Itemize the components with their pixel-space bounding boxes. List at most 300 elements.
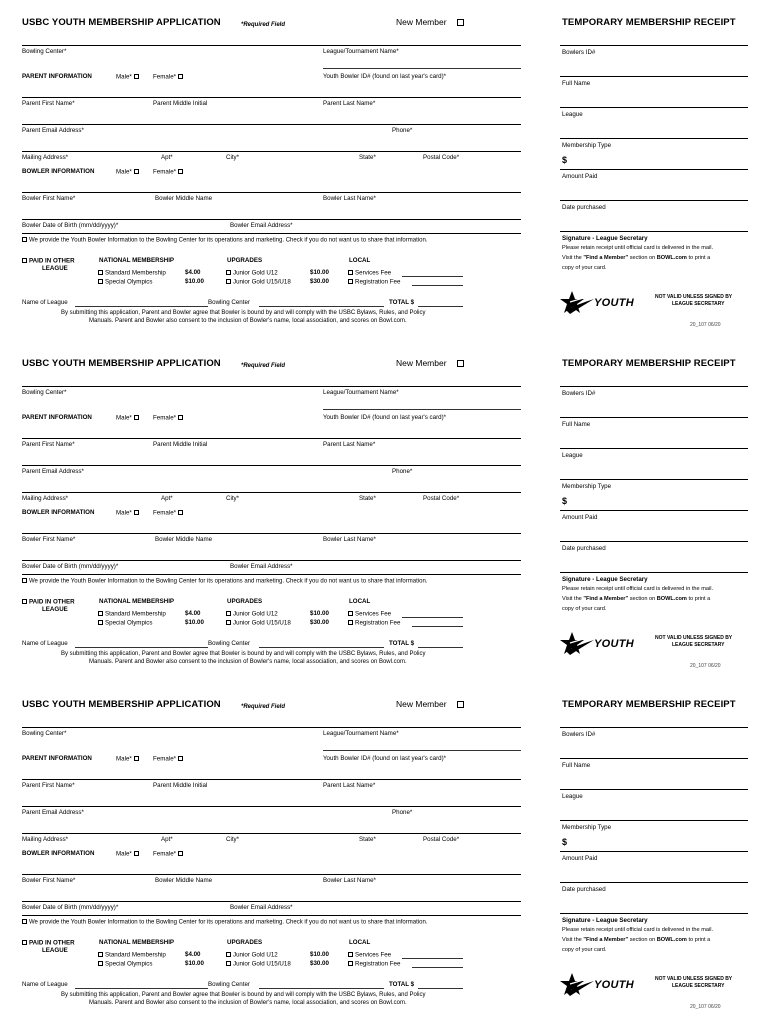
bowler-female-label[interactable]: Female* [153,851,185,858]
share-opt-out-checkbox[interactable] [22,578,27,583]
services-fee-input[interactable] [402,276,463,277]
not-valid-line2: LEAGUE SECRETARY [672,983,725,989]
national-membership-heading: NATIONAL MEMBERSHIP [99,598,175,605]
divider [22,233,521,234]
total-input[interactable] [418,306,463,307]
paid-in-other-league-line2: LEAGUE [42,947,68,954]
divider [22,915,521,916]
parent-middle-initial-label: Parent Middle Initial [153,441,208,448]
phone-label: Phone* [392,809,413,816]
bowler-male-label[interactable]: Male* [116,510,141,517]
female-checkbox[interactable] [178,169,183,174]
divider [22,779,521,780]
special-olympics-checkbox[interactable] [98,620,103,625]
bowler-information-heading: BOWLER INFORMATION [22,850,95,857]
receipt-signature-line[interactable] [560,231,748,232]
junior-gold-u15-option[interactable]: Junior Gold U15/U18 [224,961,291,968]
required-field-note: *Required Field [241,363,286,369]
agreement-text-line2: Manuals. Parent and Bowler also consent to the inclusion of Bowler's name, local association, and scores on Bowl.com. [89,318,407,324]
logo-youth-text: YOUTH [594,297,634,309]
registration-fee-input[interactable] [412,967,463,968]
standard-membership-price: $4.00 [185,951,201,958]
bowler-female-label[interactable]: Female* [153,510,185,517]
new-member-label: New Member [396,358,447,368]
name-of-league-input[interactable] [75,306,208,307]
registration-fee-input[interactable] [412,285,463,286]
divider [22,492,521,493]
receipt-full-name-line[interactable] [560,758,748,759]
male-checkbox[interactable] [134,851,139,856]
league-tournament-input[interactable] [323,409,521,410]
junior-gold-u15-price: $30.00 [310,619,329,626]
local-heading: LOCAL [349,598,371,605]
services-fee-input[interactable] [402,617,463,618]
receipt-amount-paid-label: Amount Paid [562,514,598,521]
receipt-date-purchased-label: Date purchased [562,545,606,552]
standard-membership-checkbox[interactable] [98,952,103,957]
parent-middle-initial-label: Parent Middle Initial [153,100,208,107]
divider [22,560,521,561]
new-member-label: New Member [396,17,447,27]
parent-male-label[interactable]: Male* [116,74,141,81]
services-fee-checkbox[interactable] [348,952,353,957]
junior-gold-u12-checkbox[interactable] [226,611,231,616]
junior-gold-u12-checkbox[interactable] [226,952,231,957]
divider [22,45,521,46]
male-checkbox[interactable] [134,510,139,515]
mailing-address-label: Mailing Address* [22,836,69,843]
bowler-middle-name-label: Bowler Middle Name [155,195,213,202]
mailing-address-label: Mailing Address* [22,154,69,161]
parent-email-label: Parent Email Address* [22,468,84,475]
junior-gold-u15-checkbox[interactable] [226,279,231,284]
bowler-male-label[interactable]: Male* [116,851,141,858]
receipt-amount-paid-label: Amount Paid [562,173,598,180]
local-heading: LOCAL [349,939,371,946]
parent-female-label[interactable]: Female* [153,415,185,422]
special-olympics-price: $10.00 [185,619,204,626]
total-label: TOTAL $ [389,299,415,306]
bowler-first-name-label: Bowler First Name* [22,877,76,884]
divider [22,219,521,220]
paid-in-other-league-line2: LEAGUE [42,606,68,613]
bowling-center-input[interactable] [259,647,384,648]
receipt-league-line[interactable] [560,107,748,108]
postal-code-label: Postal Code* [423,154,460,161]
paid-in-other-checkbox[interactable] [22,258,27,263]
paid-in-other-checkbox[interactable] [22,599,27,604]
youth-bowler-id-label: Youth Bowler ID# (found on last year's card)* [323,755,447,762]
services-fee-checkbox[interactable] [348,611,353,616]
name-of-league-label: Name of League [22,299,68,306]
female-checkbox[interactable] [178,851,183,856]
league-tournament-input[interactable] [323,750,521,751]
apt-label: Apt* [161,495,173,502]
junior-gold-u15-option[interactable]: Junior Gold U15/U18 [224,620,291,627]
services-fee-option[interactable]: Services Fee [346,270,391,277]
female-checkbox[interactable] [178,74,183,79]
bowler-dob-label: Bowler Date of Birth (mm/dd/yyyy)* [22,222,119,229]
registration-fee-option[interactable]: Registration Fee [346,620,400,627]
standard-membership-checkbox[interactable] [98,270,103,275]
special-olympics-price: $10.00 [185,960,204,967]
name-of-league-input[interactable] [75,647,208,648]
youth-bowler-id-label: Youth Bowler ID# (found on last year's card)* [323,414,447,421]
receipt-retain-line3: copy of your card. [562,947,607,953]
divider [22,192,521,193]
paid-in-other-checkbox[interactable] [22,940,27,945]
logo-youth-text: YOUTH [594,638,634,650]
special-olympics-checkbox[interactable] [98,961,103,966]
star-swoosh-icon [560,631,596,657]
paid-in-other-league-line2: LEAGUE [42,265,68,272]
bowler-dob-label: Bowler Date of Birth (mm/dd/yyyy)* [22,563,119,570]
share-opt-out-checkbox[interactable] [22,237,27,242]
parent-female-label[interactable]: Female* [153,74,185,81]
league-tournament-label: League/Tournament Name* [323,48,399,55]
registration-fee-checkbox[interactable] [348,961,353,966]
divider [22,806,521,807]
form-code: 20_107 06/20 [690,663,721,669]
application-title: USBC YOUTH MEMBERSHIP APPLICATION [22,358,221,369]
state-label: State* [359,154,376,161]
receipt-retain-line2: Visit the "Find a Member" section on BOWL.com to print a [562,255,711,261]
receipt-league-label: League [562,111,583,118]
receipt-full-name-line[interactable] [560,417,748,418]
postal-code-label: Postal Code* [423,495,460,502]
male-checkbox[interactable] [134,415,139,420]
registration-fee-option[interactable]: Registration Fee [346,961,400,968]
bowler-first-name-label: Bowler First Name* [22,195,76,202]
paid-in-other-league[interactable]: PAID IN OTHER [20,940,75,947]
junior-gold-u12-price: $10.00 [310,951,329,958]
receipt-retain-line1: Please retain receipt until official card is delivered in the mail. [562,586,714,592]
agreement-text-line1: By submitting this application, Parent and Bowler agree that Bowler is bound by and will comply with the USBC Bylaws, Rules, and Policy [61,992,426,998]
divider [22,901,521,902]
receipt-signature-label: Signature - League Secretary [562,917,648,924]
receipt-signature-label: Signature - League Secretary [562,235,648,242]
upgrades-heading: UPGRADES [227,598,263,605]
membership-form [0,682,770,1023]
female-checkbox[interactable] [178,510,183,515]
receipt-bowlers-id-label: Bowlers ID# [562,49,596,56]
receipt-title: TEMPORARY MEMBERSHIP RECEIPT [562,699,736,710]
not-valid-line1: NOT VALID UNLESS SIGNED BY [655,976,733,982]
junior-gold-u12-option[interactable]: Junior Gold U12 [224,270,278,277]
receipt-amount-paid-label: Amount Paid [562,855,598,862]
parent-last-name-label: Parent Last Name* [323,100,376,107]
league-tournament-label: League/Tournament Name* [323,389,399,396]
receipt-dollar-sign: $ [562,496,568,506]
receipt-membership-line[interactable] [560,138,748,139]
special-olympics-checkbox[interactable] [98,279,103,284]
new-member-checkbox[interactable] [457,701,464,708]
special-olympics-price: $10.00 [185,278,204,285]
total-input[interactable] [418,988,463,989]
receipt-dollar-sign: $ [562,155,568,165]
receipt-retain-line2: Visit the "Find a Member" section on BOWL.com to print a [562,596,711,602]
city-label: City* [226,836,240,843]
bowler-information-heading: BOWLER INFORMATION [22,509,95,516]
upgrades-heading: UPGRADES [227,939,263,946]
usbc-youth-logo [560,290,650,316]
receipt-bowlers-id-label: Bowlers ID# [562,390,596,397]
bowler-male-label[interactable]: Male* [116,169,141,176]
divider [560,45,748,46]
receipt-membership-line[interactable] [560,820,748,821]
bowler-email-label: Bowler Email Address* [230,222,293,229]
receipt-full-name-line[interactable] [560,76,748,77]
standard-membership-price: $4.00 [185,610,201,617]
phone-label: Phone* [392,468,413,475]
bowler-information-heading: BOWLER INFORMATION [22,168,95,175]
male-checkbox[interactable] [134,169,139,174]
junior-gold-u15-checkbox[interactable] [226,961,231,966]
junior-gold-u12-checkbox[interactable] [226,270,231,275]
divider [22,97,521,98]
name-of-league-label: Name of League [22,981,68,988]
phone-label: Phone* [392,127,413,134]
receipt-membership-type-label: Membership Type [562,483,612,490]
form-code: 20_107 06/20 [690,322,721,328]
receipt-retain-line1: Please retain receipt until official card is delivered in the mail. [562,245,714,251]
local-heading: LOCAL [349,257,371,264]
receipt-full-name-label: Full Name [562,421,591,428]
share-notice[interactable]: We provide the Youth Bowler Information to the Bowling Center for its operations and marketing. Check if you do not want us to share that information. [20,578,427,585]
receipt-date-purchased-label: Date purchased [562,886,606,893]
receipt-league-line[interactable] [560,789,748,790]
bowling-center-field-label: Bowling Center [208,299,250,306]
receipt-league-label: League [562,793,583,800]
name-of-league-input[interactable] [75,988,208,989]
receipt-signature-line[interactable] [560,572,748,573]
divider [22,533,521,534]
receipt-retain-line1: Please retain receipt until official card is delivered in the mail. [562,927,714,933]
receipt-date-line[interactable] [560,541,748,542]
receipt-signature-line[interactable] [560,913,748,914]
special-olympics-option[interactable]: Special Olympics [96,620,152,627]
divider [560,727,748,728]
membership-form [0,0,770,341]
receipt-membership-type-label: Membership Type [562,824,612,831]
divider [22,151,521,152]
registration-fee-checkbox[interactable] [348,279,353,284]
agreement-text-line2: Manuals. Parent and Bowler also consent to the inclusion of Bowler's name, local association, and scores on Bowl.com. [89,1000,407,1006]
bowler-last-name-label: Bowler Last Name* [323,536,376,543]
divider [22,833,521,834]
application-title: USBC YOUTH MEMBERSHIP APPLICATION [22,699,221,710]
parent-male-label[interactable]: Male* [116,415,141,422]
agreement-text-line2: Manuals. Parent and Bowler also consent to the inclusion of Bowler's name, local association, and scores on Bowl.com. [89,659,407,665]
bowling-center-label: Bowling Center* [22,730,67,737]
city-label: City* [226,154,240,161]
not-valid-line2: LEAGUE SECRETARY [672,642,725,648]
parent-male-label[interactable]: Male* [116,756,141,763]
bowler-last-name-label: Bowler Last Name* [323,877,376,884]
parent-information-heading: PARENT INFORMATION [22,414,92,421]
services-fee-option[interactable]: Services Fee [346,952,391,959]
required-field-note: *Required Field [241,704,286,710]
paid-in-other-league[interactable]: PAID IN OTHER [20,258,75,265]
standard-membership-option[interactable]: Standard Membership [96,952,166,959]
bowling-center-input[interactable] [259,306,384,307]
bowling-center-input[interactable] [259,988,384,989]
standard-membership-price: $4.00 [185,269,201,276]
receipt-title: TEMPORARY MEMBERSHIP RECEIPT [562,17,736,28]
parent-first-name-label: Parent First Name* [22,441,75,448]
receipt-full-name-label: Full Name [562,80,591,87]
junior-gold-u15-price: $30.00 [310,960,329,967]
parent-first-name-label: Parent First Name* [22,100,75,107]
parent-information-heading: PARENT INFORMATION [22,73,92,80]
bowling-center-label: Bowling Center* [22,389,67,396]
name-of-league-label: Name of League [22,640,68,647]
receipt-date-line[interactable] [560,200,748,201]
standard-membership-checkbox[interactable] [98,611,103,616]
junior-gold-u12-price: $10.00 [310,610,329,617]
national-membership-heading: NATIONAL MEMBERSHIP [99,257,175,264]
receipt-bowlers-id-label: Bowlers ID# [562,731,596,738]
league-tournament-label: League/Tournament Name* [323,730,399,737]
female-checkbox[interactable] [178,756,183,761]
receipt-amount-line[interactable] [560,510,748,511]
parent-information-heading: PARENT INFORMATION [22,755,92,762]
junior-gold-u15-price: $30.00 [310,278,329,285]
special-olympics-option[interactable]: Special Olympics [96,279,152,286]
bowler-email-label: Bowler Email Address* [230,563,293,570]
receipt-amount-line[interactable] [560,169,748,170]
share-notice[interactable]: We provide the Youth Bowler Information to the Bowling Center for its operations and marketing. Check if you do not want us to share that information. [20,237,427,244]
not-valid-line2: LEAGUE SECRETARY [672,301,725,307]
bowler-last-name-label: Bowler Last Name* [323,195,376,202]
parent-email-label: Parent Email Address* [22,809,84,816]
receipt-retain-line3: copy of your card. [562,606,607,612]
usbc-youth-logo [560,631,650,657]
state-label: State* [359,836,376,843]
bowler-middle-name-label: Bowler Middle Name [155,877,213,884]
divider [560,386,748,387]
star-swoosh-icon [560,290,596,316]
parent-last-name-label: Parent Last Name* [323,782,376,789]
receipt-retain-line3: copy of your card. [562,265,607,271]
receipt-full-name-label: Full Name [562,762,591,769]
bowler-female-label[interactable]: Female* [153,169,185,176]
share-opt-out-checkbox[interactable] [22,919,27,924]
national-membership-heading: NATIONAL MEMBERSHIP [99,939,175,946]
services-fee-option[interactable]: Services Fee [346,611,391,618]
new-member-checkbox[interactable] [457,360,464,367]
youth-bowler-id-label: Youth Bowler ID# (found on last year's card)* [323,73,447,80]
receipt-amount-line[interactable] [560,851,748,852]
total-input[interactable] [418,647,463,648]
receipt-membership-type-label: Membership Type [562,142,612,149]
logo-youth-text: YOUTH [594,979,634,991]
receipt-signature-label: Signature - League Secretary [562,576,648,583]
mailing-address-label: Mailing Address* [22,495,69,502]
not-valid-line1: NOT VALID UNLESS SIGNED BY [655,635,733,641]
special-olympics-option[interactable]: Special Olympics [96,961,152,968]
membership-form [0,341,770,682]
parent-last-name-label: Parent Last Name* [323,441,376,448]
junior-gold-u12-option[interactable]: Junior Gold U12 [224,611,278,618]
standard-membership-option[interactable]: Standard Membership [96,611,166,618]
apt-label: Apt* [161,836,173,843]
upgrades-heading: UPGRADES [227,257,263,264]
apt-label: Apt* [161,154,173,161]
city-label: City* [226,495,240,502]
divider [22,727,521,728]
new-member-checkbox[interactable] [457,19,464,26]
standard-membership-option[interactable]: Standard Membership [96,270,166,277]
league-tournament-input[interactable] [323,68,521,69]
parent-middle-initial-label: Parent Middle Initial [153,782,208,789]
junior-gold-u15-checkbox[interactable] [226,620,231,625]
required-field-note: *Required Field [241,22,286,28]
divider [22,386,521,387]
divider [22,874,521,875]
parent-email-label: Parent Email Address* [22,127,84,134]
divider [22,438,521,439]
female-checkbox[interactable] [178,415,183,420]
total-label: TOTAL $ [389,640,415,647]
form-code: 20_107 06/20 [690,1004,721,1010]
agreement-text-line1: By submitting this application, Parent and Bowler agree that Bowler is bound by and will comply with the USBC Bylaws, Rules, and Policy [61,651,426,657]
new-member-label: New Member [396,699,447,709]
registration-fee-input[interactable] [412,626,463,627]
receipt-membership-line[interactable] [560,479,748,480]
receipt-title: TEMPORARY MEMBERSHIP RECEIPT [562,358,736,369]
registration-fee-option[interactable]: Registration Fee [346,279,400,286]
star-swoosh-icon [560,972,596,998]
bowler-dob-label: Bowler Date of Birth (mm/dd/yyyy)* [22,904,119,911]
registration-fee-checkbox[interactable] [348,620,353,625]
junior-gold-u12-option[interactable]: Junior Gold U12 [224,952,278,959]
male-checkbox[interactable] [134,74,139,79]
paid-in-other-league[interactable]: PAID IN OTHER [20,599,75,606]
receipt-league-line[interactable] [560,448,748,449]
junior-gold-u15-option[interactable]: Junior Gold U15/U18 [224,279,291,286]
total-label: TOTAL $ [389,981,415,988]
bowling-center-field-label: Bowling Center [208,640,250,647]
bowler-middle-name-label: Bowler Middle Name [155,536,213,543]
application-title: USBC YOUTH MEMBERSHIP APPLICATION [22,17,221,28]
parent-first-name-label: Parent First Name* [22,782,75,789]
share-notice[interactable]: We provide the Youth Bowler Information to the Bowling Center for its operations and marketing. Check if you do not want us to share that information. [20,919,427,926]
receipt-retain-line2: Visit the "Find a Member" section on BOWL.com to print a [562,937,711,943]
receipt-dollar-sign: $ [562,837,568,847]
services-fee-input[interactable] [402,958,463,959]
bowler-email-label: Bowler Email Address* [230,904,293,911]
not-valid-line1: NOT VALID UNLESS SIGNED BY [655,294,733,300]
bowling-center-field-label: Bowling Center [208,981,250,988]
agreement-text-line1: By submitting this application, Parent and Bowler agree that Bowler is bound by and will comply with the USBC Bylaws, Rules, and Policy [61,310,426,316]
divider [22,124,521,125]
receipt-date-purchased-label: Date purchased [562,204,606,211]
divider [22,574,521,575]
services-fee-checkbox[interactable] [348,270,353,275]
divider [22,465,521,466]
postal-code-label: Postal Code* [423,836,460,843]
receipt-date-line[interactable] [560,882,748,883]
usbc-youth-logo [560,972,650,998]
junior-gold-u12-price: $10.00 [310,269,329,276]
parent-female-label[interactable]: Female* [153,756,185,763]
receipt-league-label: League [562,452,583,459]
male-checkbox[interactable] [134,756,139,761]
state-label: State* [359,495,376,502]
bowling-center-label: Bowling Center* [22,48,67,55]
bowler-first-name-label: Bowler First Name* [22,536,76,543]
